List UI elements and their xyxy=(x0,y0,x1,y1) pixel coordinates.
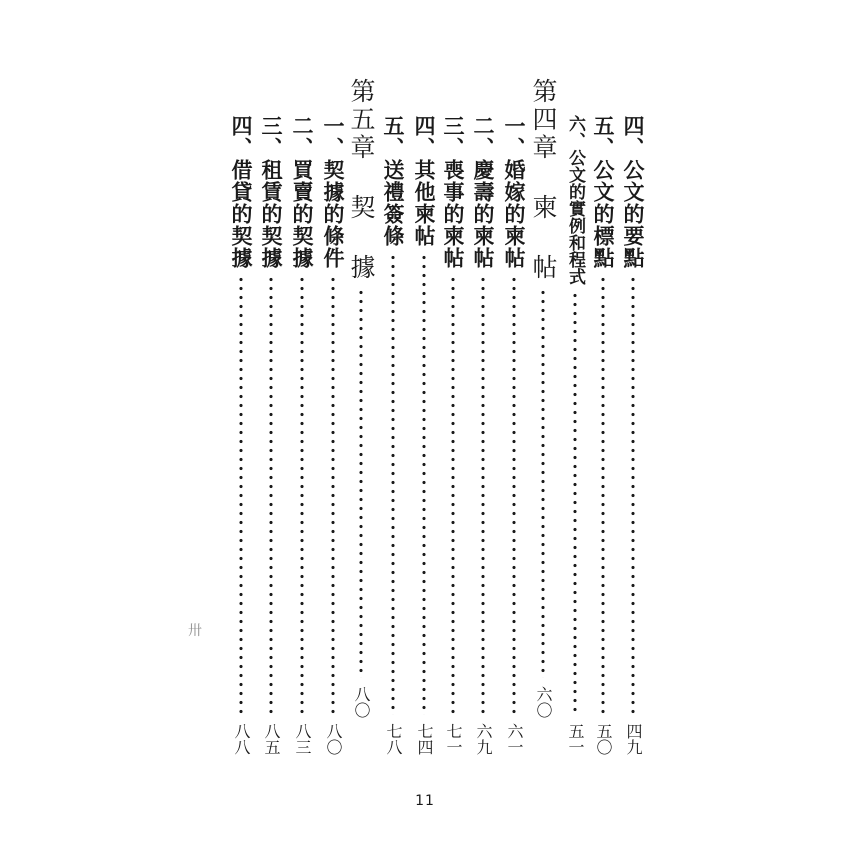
entry-title: 第五章 契 據 xyxy=(347,78,376,282)
dot-leader xyxy=(269,275,273,715)
toc-entry xyxy=(256,115,286,755)
toc-entry xyxy=(318,115,348,755)
dot-leader xyxy=(331,275,335,715)
entry-page-number: 七一 xyxy=(444,723,463,755)
entry-title: 六、公文的實例和程式 xyxy=(565,115,585,285)
toc-entry xyxy=(499,115,529,755)
dot-leader xyxy=(512,275,516,715)
entry-page-number: 八三 xyxy=(293,723,312,755)
entry-title: 三、喪事的柬帖 xyxy=(441,115,466,269)
chapter-entry xyxy=(528,78,558,718)
margin-mark: 卅 xyxy=(188,623,202,639)
toc-entry xyxy=(560,115,590,755)
entry-page-number: 五〇 xyxy=(594,723,613,755)
toc-entry xyxy=(588,115,618,755)
entry-page-number: 五一 xyxy=(566,723,585,755)
entry-title: 二、慶壽的柬帖 xyxy=(471,115,496,269)
entry-page-number: 八〇 xyxy=(324,723,343,755)
toc-entry xyxy=(409,115,439,755)
dot-leader xyxy=(239,275,243,715)
dot-leader xyxy=(541,288,545,678)
entry-page-number: 六一 xyxy=(505,723,524,755)
entry-title: 一、契據的條件 xyxy=(321,115,346,269)
entry-title: 三、租賃的契據 xyxy=(259,115,284,269)
dot-leader xyxy=(422,253,426,715)
dot-leader xyxy=(601,275,605,715)
dot-leader xyxy=(359,288,363,678)
entry-page-number: 七八 xyxy=(384,723,403,755)
dot-leader xyxy=(573,291,577,715)
toc-entry xyxy=(287,115,317,755)
entry-title: 二、買賣的契據 xyxy=(290,115,315,269)
dot-leader xyxy=(451,275,455,715)
dot-leader xyxy=(481,275,485,715)
entry-title: 五、送禮簽條 xyxy=(381,115,406,247)
dot-leader xyxy=(300,275,304,715)
entry-title: 四、公文的要點 xyxy=(621,115,646,269)
page-number: 11 xyxy=(415,793,435,809)
toc-entry xyxy=(468,115,498,755)
entry-page-number: 八八 xyxy=(232,723,251,755)
entry-title: 四、借貸的契據 xyxy=(229,115,254,269)
entry-page-number: 六九 xyxy=(474,723,493,755)
entry-page-number: 四九 xyxy=(624,723,643,755)
dot-leader xyxy=(391,253,395,715)
entry-page-number: 六〇 xyxy=(534,686,553,718)
toc-entry xyxy=(378,115,408,755)
entry-title: 一、婚嫁的柬帖 xyxy=(502,115,527,269)
entry-page-number: 八五 xyxy=(262,723,281,755)
toc-entry xyxy=(226,115,256,755)
dot-leader xyxy=(631,275,635,715)
chapter-entry xyxy=(346,78,376,718)
entry-title: 四、其他柬帖 xyxy=(412,115,437,247)
entry-title: 五、公文的標點 xyxy=(591,115,616,269)
toc-entry xyxy=(618,115,648,755)
entry-page-number: 八〇 xyxy=(352,686,371,718)
toc-entry xyxy=(438,115,468,755)
entry-page-number: 七四 xyxy=(415,723,434,755)
entry-title: 第四章 柬 帖 xyxy=(529,78,558,282)
